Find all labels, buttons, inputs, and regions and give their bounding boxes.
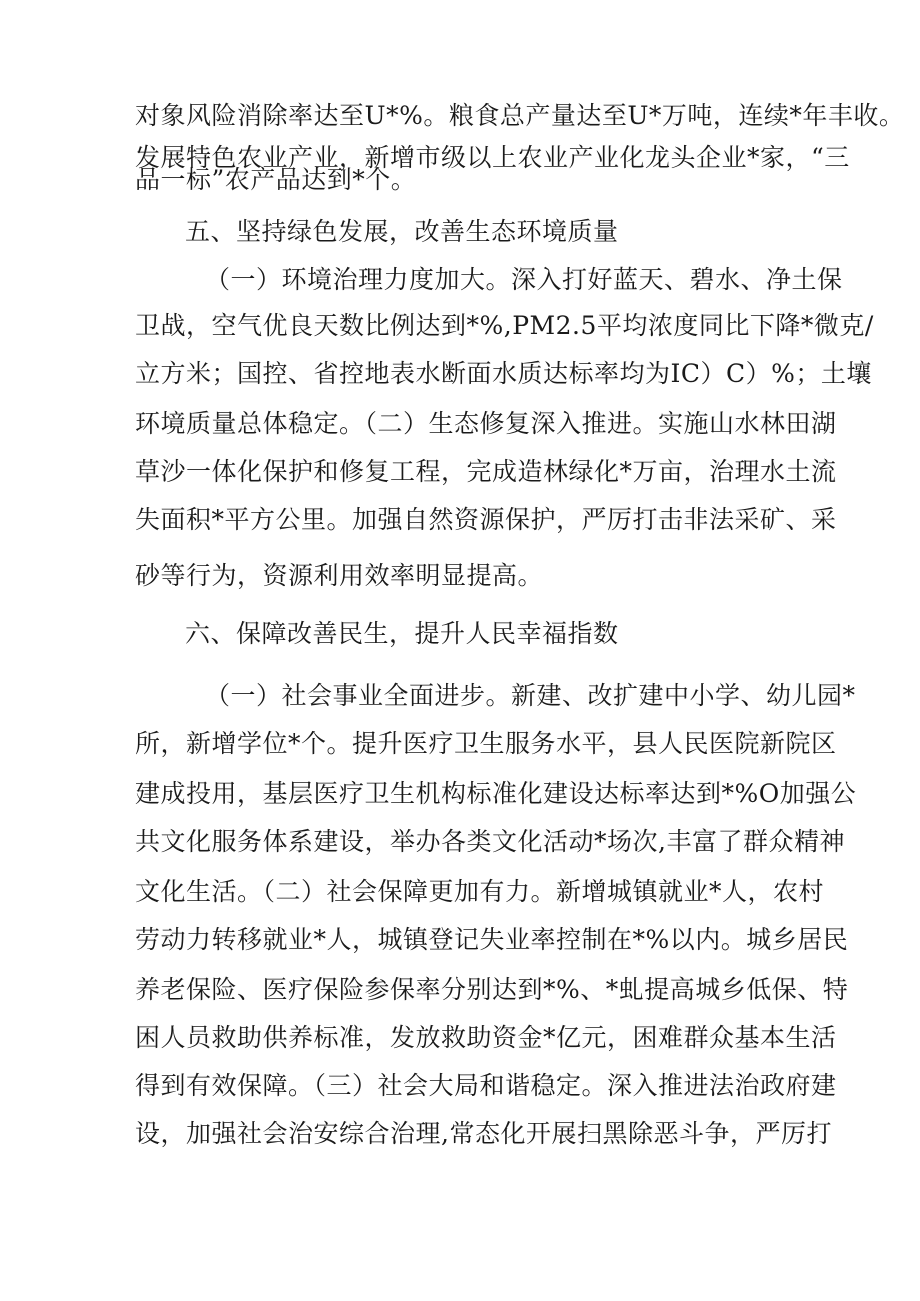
text-line: 草沙一体化保护和修复工程，完成造林绿化*万亩，治理水土流 <box>135 457 837 486</box>
text-line: 品一标”农产品达到*个。 <box>135 165 417 194</box>
text-line: 设，加强社会治安综合治理,常态化开展扫黑除恶斗争，严厉打 <box>135 1119 832 1148</box>
text-line: 得到有效保障。（三）社会大局和谐稳定。深入推进法治政府建 <box>135 1071 837 1100</box>
text-line: 养老保险、医疗保险参保率分别达到*%、*虬提高城乡低保、特 <box>135 975 849 1004</box>
text-line: 建成投用，基层医疗卫生机构标准化建设达标率达到*%O加强公 <box>135 779 857 808</box>
text-line: 困人员救助供养标准，发放救助资金*亿元，困难群众基本生活 <box>135 1023 837 1052</box>
text-line: 文化生活。（二）社会保障更加有力。新增城镇就业*人，农村 <box>135 877 825 906</box>
text-line: 发展特色农业产业，新增市级以上农业产业化龙头企业*家，“三 <box>135 143 850 172</box>
text-line: （一）环境治理力度加大。深入打好蓝天、碧水、净土保 <box>205 265 843 294</box>
text-line: 劳动力转移就业*人，城镇登记失业率控制在*%以内。城乡居民 <box>135 925 849 954</box>
text-line: 砂等行为，资源利用效率明显提高。 <box>135 561 544 590</box>
text-line: （一）社会事业全面进步。新建、改扩建中小学、幼儿园* <box>205 681 856 710</box>
text-line: 对象风险消除率达至U*%。粮食总产量达至U*万吨，连续*年丰收。 <box>135 101 905 130</box>
text-line: 立方米；国控、省控地表水断面水质达标率均为IC）C）%；土壤 <box>135 359 872 388</box>
text-line: 共文化服务体系建设，举办各类文化活动*场次,丰富了群众精神 <box>135 827 845 856</box>
text-line: 环境质量总体稳定。（二）生态修复深入推进。实施山水林田湖 <box>135 409 837 438</box>
text-line: 卫战，空气优良天数比例达到*%,PM2.5平均浓度同比下降*微克/ <box>135 311 874 340</box>
text-line: 所，新增学位*个。提升医疗卫生服务水平，县人民医院新院区 <box>135 729 837 758</box>
text-line: 失面积*平方公里。加强自然资源保护，严厉打击非法采矿、采 <box>135 505 837 534</box>
section-heading-5: 五、坚持绿色发展，改善生态环境质量 <box>185 217 619 246</box>
section-heading-6: 六、保障改善民生，提升人民幸福指数 <box>185 619 619 648</box>
